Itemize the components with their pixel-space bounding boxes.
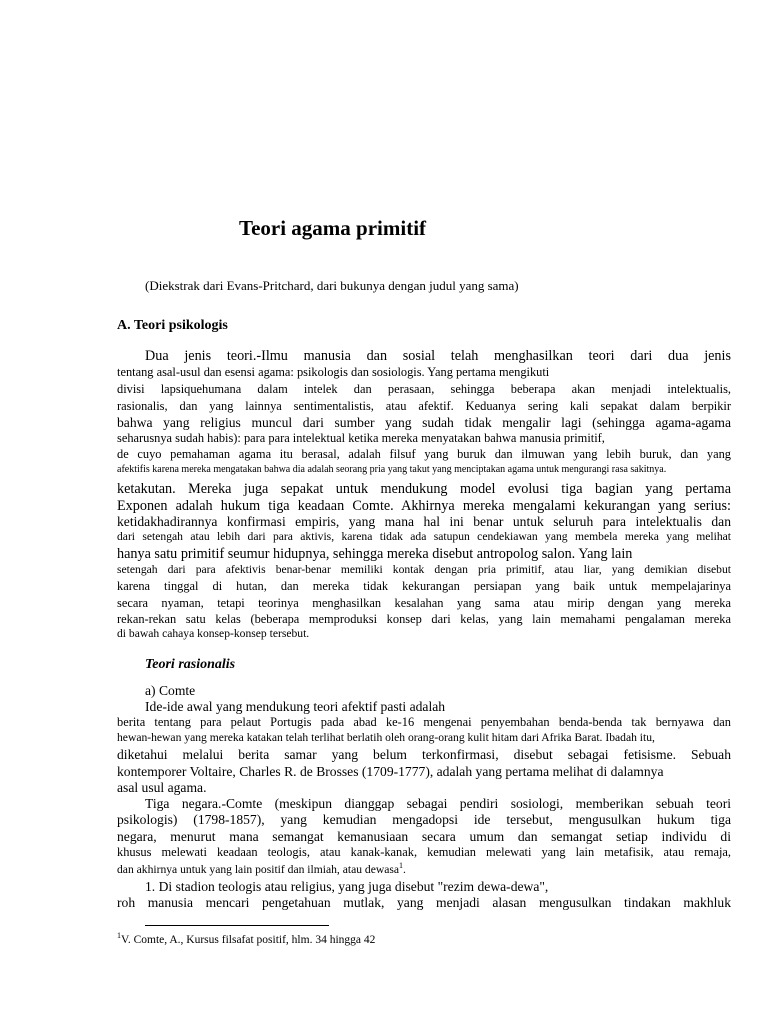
paragraph-line: bahwa yang religius muncul dari sumber yang sudah tidak mengalir lagi (sehingga agama-agama — [117, 415, 731, 430]
paragraph-line: de cuyo pemahaman agama itu berasal, adalah filsuf yang buruk dan ilmuwan yang lebih buruk, dan yang — [117, 447, 731, 461]
footnote-reference[interactable]: 1 — [399, 861, 404, 871]
paragraph-line: roh manusia mencari pengetahuan mutlak, yang menjadi alasan mengusulkan tindakan makhluk — [117, 895, 731, 910]
paragraph-line: seharusnya sudah habis): para para intelektual ketika mereka menyatakan bahwa manusia primitif, — [117, 431, 605, 445]
paragraph-line: khusus melewati keadaan teologis, atau kanak-kanak, kemudian melewati yang lain metafisik, atau remaja, — [117, 845, 731, 859]
paragraph-line: hanya satu primitif seumur hidupnya, sehingga mereka disebut antropolog salon. Yang lain — [117, 546, 633, 562]
page-title: Teori agama primitif — [239, 216, 427, 240]
paragraph-line: berita tentang para pelaut Portugis pada abad ke-16 mengenai penyembahan benda-benda tak bernyawa dan — [117, 715, 731, 729]
paragraph-line: psikologis) (1798-1857), yang kemudian mengadopsi ide tersebut, mengusulkan hukum tiga — [117, 812, 731, 827]
paragraph-line: asal usul agama. — [117, 780, 207, 795]
footnote-text: V. Comte, A., Kursus filsafat positif, hlm. 34 hingga 42 — [121, 934, 376, 946]
paragraph-line: diketahui melalui berita samar yang belum terkonfirmasi, disebut sebagai fetisisme. Sebuah — [117, 747, 731, 762]
paragraph-line: secara nyaman, tetapi teorinya menghasilkan kesalahan yang sama atau mirip dengan yang mereka — [117, 596, 731, 610]
paragraph-line: ketakutan. Mereka juga sepakat untuk mendukung model evolusi tiga bagian yang pertama — [117, 481, 731, 497]
paragraph-line: dari setengah atau lebih dari para aktivis, karena tidak ada satupun cendekiawan yang membela mereka yang melihat — [117, 530, 731, 543]
paragraph-line: Ide-ide awal yang mendukung teori afektif pasti adalah — [145, 699, 446, 714]
paragraph-line: Dua jenis teori.-Ilmu manusia dan sosial telah menghasilkan teori dari dua jenis — [145, 348, 731, 364]
footnote-divider — [145, 925, 329, 926]
paragraph-line: dan akhirnya untuk yang lain positif dan ilmiah, atau dewasa$^1$. — [117, 861, 406, 876]
paragraph-line: tentang asal-usul dan esensi agama: psikologis dan sosiologis. Yang pertama mengikuti — [117, 365, 550, 379]
paragraph-line: negara, menurut mana semangat kemanusiaan secara umum dan semangat setiap individu di — [117, 829, 731, 844]
paragraph-line: afektifis karena mereka mengatakan bahwa dia adalah seorang pria yang takut yang menciptakan agama untuk mengurangi rasa sakitnya. — [117, 464, 667, 475]
paragraph-line: Exponen adalah hukum tiga keadaan Comte. Akhirnya mereka mengalami kekurangan yang serius: — [117, 498, 731, 514]
paragraph-line: kontemporer Voltaire, Charles R. de Brosses (1709-1777), adalah yang pertama melihat di dalamnya — [117, 764, 664, 779]
footnote — [117, 931, 376, 946]
section-heading-psikologis: A. Teori psikologis — [117, 318, 228, 333]
paragraph-line: divisi lapsiquehumana dalam intelek dan perasaan, sehingga beberapa akan menjadi intelektualis, — [117, 382, 731, 396]
section-heading-rasionalis: Teori rasionalis — [145, 657, 236, 672]
paragraph-line: di bawah cahaya konsep-konsep tersebut. — [117, 627, 310, 640]
paragraph-line: ketidakhadirannya konfirmasi empiris, yang mana hal ini benar untuk seluruh para intelektualis dan — [117, 514, 731, 529]
paragraph-line: Tiga negara.-Comte (meskipun dianggap sebagai pendiri sosiologi, memberikan sebuah teori — [145, 796, 731, 811]
paragraph-line: setengah dari para afektivis benar-benar memiliki kontak dengan pria primitif, atau liar, yang demikian disebut — [117, 563, 731, 576]
paragraph-line: karena tinggal di hutan, dan mereka tidak kekurangan persiapan yang baik untuk mempelajarinya — [117, 579, 731, 593]
paragraph-line-text: dan akhirnya untuk yang lain positif dan ilmiah, atau dewasa — [117, 863, 400, 876]
paragraph-line: 1. Di stadion teologis atau religius, yang juga disebut "rezim dewa-dewa", — [145, 879, 549, 894]
paragraph-line: a) Comte — [145, 683, 196, 698]
footnote-mark: 1 — [117, 931, 121, 941]
page-subtitle: (Diekstrak dari Evans-Pritchard, dari bukunya dengan judul yang sama) — [145, 278, 519, 293]
paragraph-line: hewan-hewan yang mereka katakan telah terlihat berlatih oleh orang-orang kulit hitam dari Afrika Barat. Ibadah itu, — [117, 731, 655, 744]
paragraph-line: rasionalis, dan yang lainnya sentimentalistis, atau afektif. Keduanya sering kali sepakat dalam berpikir — [117, 399, 731, 413]
paragraph-line: rekan-rekan satu kelas (beberapa memproduksi konsep dari kelas, yang lain memahami pengalaman mereka — [117, 612, 731, 626]
